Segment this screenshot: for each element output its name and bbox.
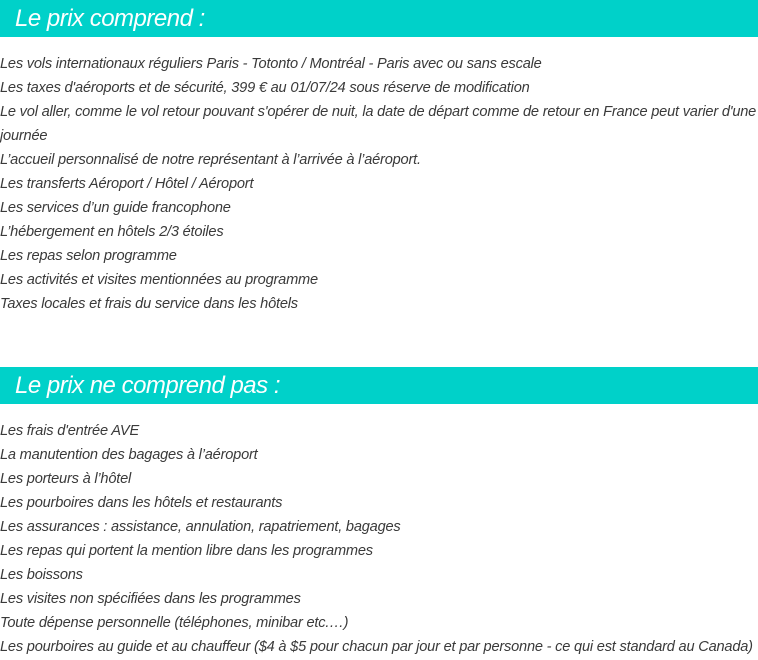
- excluded-item: Les assurances : assistance, annulation, rapatriement, bagages: [0, 519, 401, 535]
- excluded-item: Les pourboires dans les hôtels et restaurants: [0, 495, 283, 511]
- included-item: Les vols internationaux réguliers Paris - Totonto / Montréal - Paris avec ou sans escale: [0, 56, 542, 72]
- excluded-item: Les visites non spécifiées dans les programmes: [0, 591, 301, 607]
- included-item: Les repas selon programme: [0, 248, 177, 264]
- excluded-item: Les frais d'entrée AVE: [0, 423, 140, 439]
- included-item: L’hébergement en hôtels 2/3 étoiles: [0, 224, 224, 240]
- excluded-item: Les repas qui portent la mention libre dans les programmes: [0, 543, 373, 559]
- included-item: Les services d’un guide francophone: [0, 200, 231, 216]
- included-item: Taxes locales et frais du service dans les hôtels: [0, 296, 298, 312]
- excluded-item: Les pourboires au guide et au chauffeur ($4 à $5 pour chacun par jour et par personne - ce qui est standard au Canada): [0, 639, 753, 655]
- included-item: Les transferts Aéroport / Hôtel / Aéroport: [0, 176, 254, 192]
- included-item: Le vol aller, comme le vol retour pouvant s'opérer de nuit, la date de départ comme de retour en France peut varier d'une journée: [0, 104, 757, 144]
- included-item: L’accueil personnalisé de notre représentant à l’arrivée à l’aéroport.: [0, 152, 421, 168]
- included-items-list: [0, 52, 758, 316]
- excluded-item: La manutention des bagages à l’aéroport: [0, 447, 258, 463]
- included-item: Les taxes d'aéroports et de sécurité, 399 € au 01/07/24 sous réserve de modification: [0, 80, 530, 96]
- excluded-item: Les porteurs à l’hôtel: [0, 471, 132, 487]
- excluded-items-list: [0, 419, 758, 659]
- included-item: Les activités et visites mentionnées au programme: [0, 272, 318, 288]
- excluded-section-title: Le prix ne comprend pas :: [0, 367, 758, 404]
- excluded-item: Les boissons: [0, 567, 83, 583]
- excluded-item: Toute dépense personnelle (téléphones, minibar etc.…): [0, 615, 349, 631]
- included-section-title: Le prix comprend :: [0, 0, 758, 37]
